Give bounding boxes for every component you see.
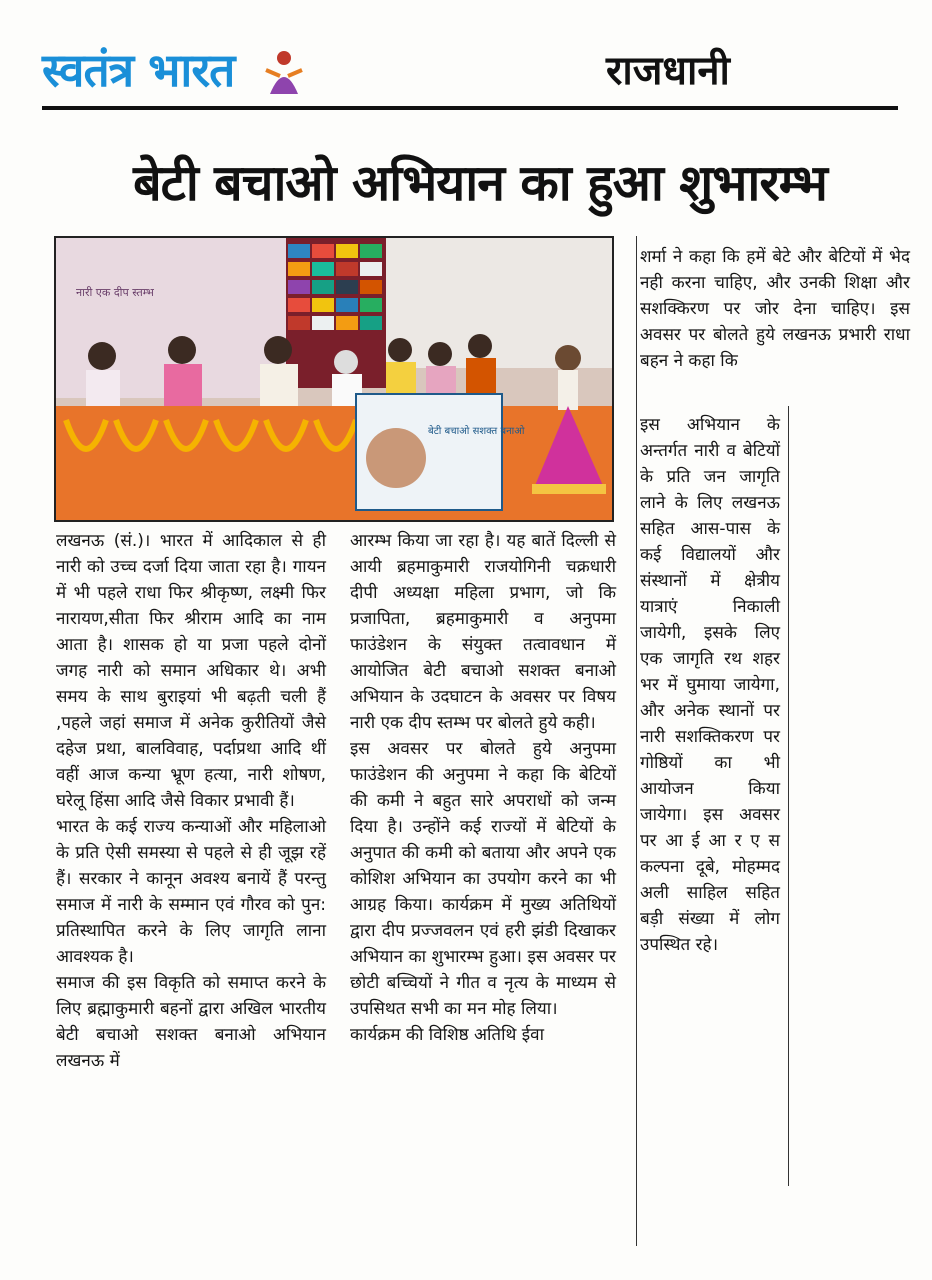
- emblem-icon: [262, 46, 306, 98]
- article-paragraph: आरम्भ किया जा रहा है। यह बातें दिल्ली से आयी ब्रहमाकुमारी राजयोगिनी चक्रधारी दीपी अध्यक्षा महिला प्रभाग, जो कि प्रजापिता, ब्रहमाकुमारी व अनुपमा फाउंडेशन के संयुक्त तत्वावधान में आयोजित बेटी बचाओ सशक्त बनाओ अभियान के उदघाटन के अवसर पर विषय नारी एक दीप स्तम्भ पर बोलते हुये कही।: [350, 531, 616, 733]
- masthead: [0, 0, 932, 110]
- headline: बेटी बचाओ अभियान का हुआ शुभारम्भ: [133, 154, 827, 212]
- article-paragraph: भारत के कई राज्य कन्याओं और महिलाओ के प्रति ऐसी समस्या से पहले से ही जूझ रहें हैं। सरकार ने कानून अवश्य बनायें हैं परन्तु समाज में नारी के सम्मान एवं गौरव को पुन: प्रतिस्थापित करने के लिए जागृति लाना आवश्यक है।: [56, 817, 326, 967]
- event-photo: [54, 236, 614, 522]
- article-paragraph: शर्मा ने कहा कि हमें बेटे और बेटियों में भेद नही करना चाहिए, और उनकी शिक्षा और सशक्किरण पर जोर देना चाहिए। इस अवसर पर बोलते हुये लखनऊ प्रभारी राधा बहन ने कहा कि: [640, 247, 910, 371]
- section-name: राजधानी: [606, 48, 730, 94]
- article-paragraph: कार्यक्रम की विशिष्ठ अतिथि ईवा: [350, 1025, 544, 1045]
- column-divider: [636, 236, 637, 1246]
- article-paragraph: लखनऊ (सं.)। भारत में आदिकाल से ही नारी को उच्च दर्जा दिया जाता रहा है। गायन में भी पहले राधा फिर श्रीकृष्ण, लक्ष्मी फिर नारायण,सीता फिर श्रीराम आदि का नाम आता है। शासक हो या प्रजा पहले दोनों जगह नारी को समान अधिकार थे। अभी समय के साथ बुराइयां भी बढ़ती चली हैं ,पहले जहां समाज में अनेक कुरीतियों जैसे दहेज प्रथा, बालविवाह, पर्दाप्रथा आदि थीं वहीं आज कन्या भ्रूण हत्या, नारी शोषण, घरेलू हिंसा आदि जैसे विकार प्रभावी हैं।: [56, 531, 326, 811]
- newspaper-logo: [42, 40, 234, 100]
- article-column-3-bottom: [640, 412, 780, 958]
- column-divider: [788, 406, 789, 1186]
- masthead-rule: [42, 106, 898, 110]
- standee-text: बेटी बचाओ सशक्त बनाओ: [428, 426, 525, 437]
- article-column-1: [56, 528, 326, 1074]
- article-paragraph: समाज की इस विकृति को समाप्त करने के लिए ब्रह्माकुमारी बहनों द्वारा अखिल भारतीय बेटी बचाओ सशक्त बनाओ अभियान लखनऊ में: [56, 973, 326, 1071]
- article-paragraph: इस अभियान के अन्तर्गत नारी व बेटियों के प्रति जन जागृति लाने के लिए लखनऊ सहित आस-पास के कई विद्यालयों और संस्थानों में क्षेत्रीय यात्राएं निकाली जायेगी, इसके लिए एक जागृति रथ शहर भर में घुमाया जायेगा, और अनेक स्थानों पर नारी सशक्तिकरण पर गोष्ठियों का भी आयोजन किया जायेगा। इस अवसर पर आ ई आ र ए स कल्पना दूबे, मोहम्मद अली साहिल सहित बड़ी संख्या में लोग उपस्थित रहे।: [640, 415, 780, 955]
- article-column-3-top: [640, 244, 910, 374]
- logo-text: स्वतंत्र भारत: [42, 43, 235, 97]
- article-column-2: [350, 528, 616, 1048]
- event-photo-drawing: [56, 238, 612, 520]
- banner-text: नारी एक दीप स्तम्भ: [76, 286, 154, 299]
- article-paragraph: इस अवसर पर बोलते हुये अनुपमा फाउंडेशन की अनुपमा ने कहा कि बेटियों की कमी ने बहुत सारे अपराधों को जन्म दिया है। उन्होंने कई राज्यों में बेटियों के अनुपात की कमी को बताया और अपने एक कोशिश अभियान का उपयोग करने का भी आग्रह किया। कार्यक्रम में मुख्य अतिथियों द्वारा दीप प्रज्जवलन एवं हरी झंडी दिखाकर अभियान का शुभारम्भ हुआ। इस अवसर पर छोटी बच्चियों ने गीत व नृत्य के माध्यम से उपसिथत सभी का मन मोह लिया।: [350, 739, 616, 1019]
